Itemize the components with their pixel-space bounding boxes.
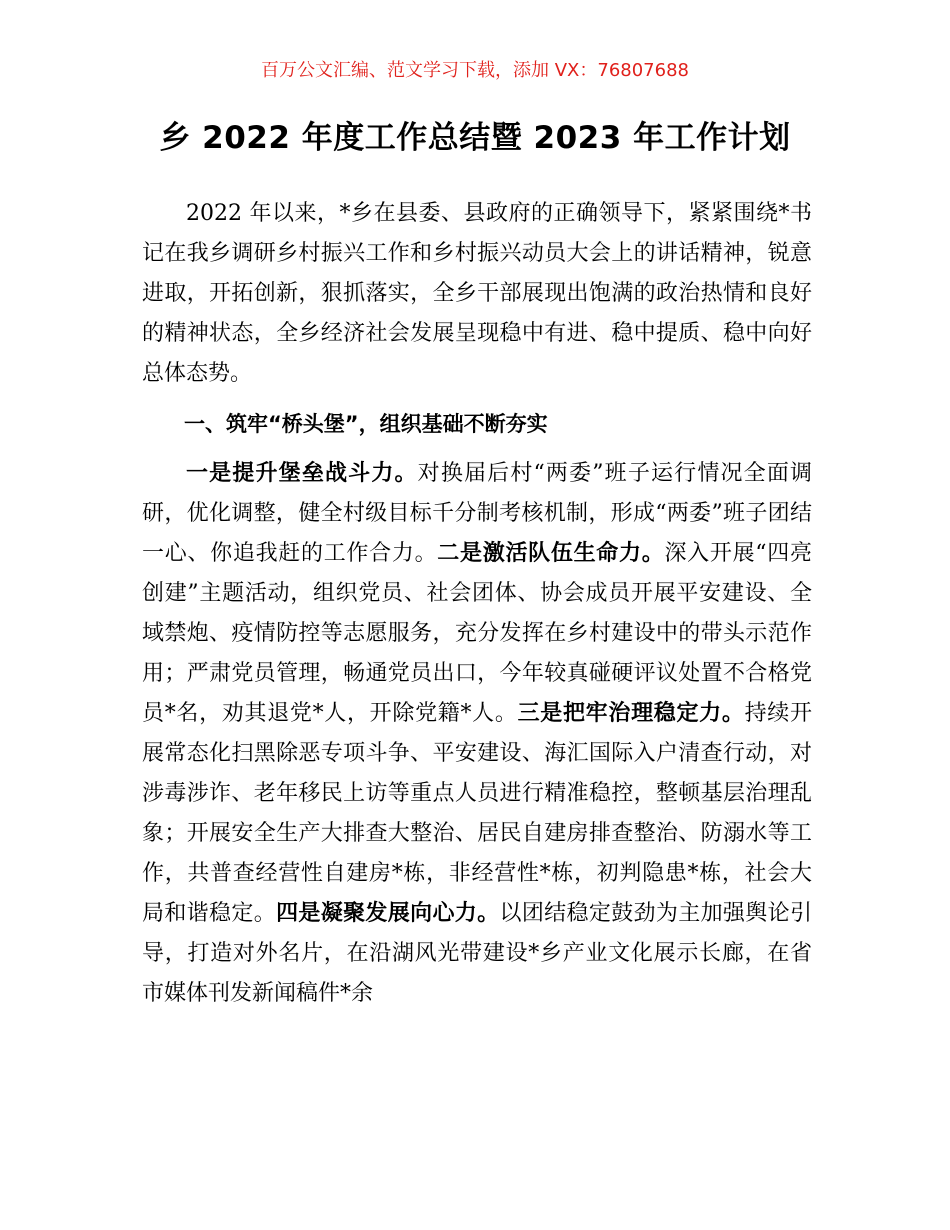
point-4-title: 四是凝聚发展向心力。 [276,901,500,926]
section-heading-1: 一、筑牢“桥头堡”，组织基础不断夯实 [184,412,548,436]
section-1-paragraph [142,454,812,1014]
document-title: 乡 2022 年度工作总结暨 2023 年工作计划 [159,120,791,156]
point-1-text: 对换届后村“两委”班子运行情况全面调研，优化调整，健全村级目标千分制考核机制，形成“两委”班子团结一心、你追我赶的工作合力。 [142,461,812,566]
point-2-text: 深入开展“四亮创建”主题活动，组织党员、社会团体、协会成员开展平安建设、全域禁炮、疫情防控等志愿服务，充分发挥在乡村建设中的带头示范作用；严肃党员管理，畅通党员出口，今年较真碰硬评议处置不合格党员*名，劝其退党*人，开除党籍*人。 [142,541,812,726]
point-1-title: 一是提升堡垒战斗力。 [186,461,418,486]
header-banner: 百万公文汇编、范文学习下载，添加 VX：76807688 [261,60,689,81]
document-body [142,194,812,1014]
intro-paragraph: 2022 年以来，*乡在县委、县政府的正确领导下，紧紧围绕*书记在我乡调研乡村振兴工作和乡村振兴动员大会上的讲话精神，锐意进取，开拓创新，狠抓落实，全乡干部展现出饱满的政治热情和良好的精神状态，全乡经济社会发展呈现稳中有进、稳中提质、稳中向好总体态势。 [142,201,812,386]
point-3-title: 三是把牢治理稳定力。 [517,701,745,726]
point-3-text: 持续开展常态化扫黑除恶专项斗争、平安建设、海汇国际入户清查行动，对涉毒涉诈、老年移民上访等重点人员进行精准稳控，整顿基层治理乱象；开展安全生产大排查大整治、居民自建房排查整治、防溺水等工作，共普查经营性自建房*栋，非经营性*栋，初判隐患*栋，社会大局和谐稳定。 [142,701,812,926]
point-4-text: 以团结稳定鼓劲为主加强舆论引导，打造对外名片，在沿湖风光带建设*乡产业文化展示长廊，在省市媒体刊发新闻稿件*余 [142,901,812,1006]
point-2-title: 二是激活队伍生命力。 [437,541,665,566]
